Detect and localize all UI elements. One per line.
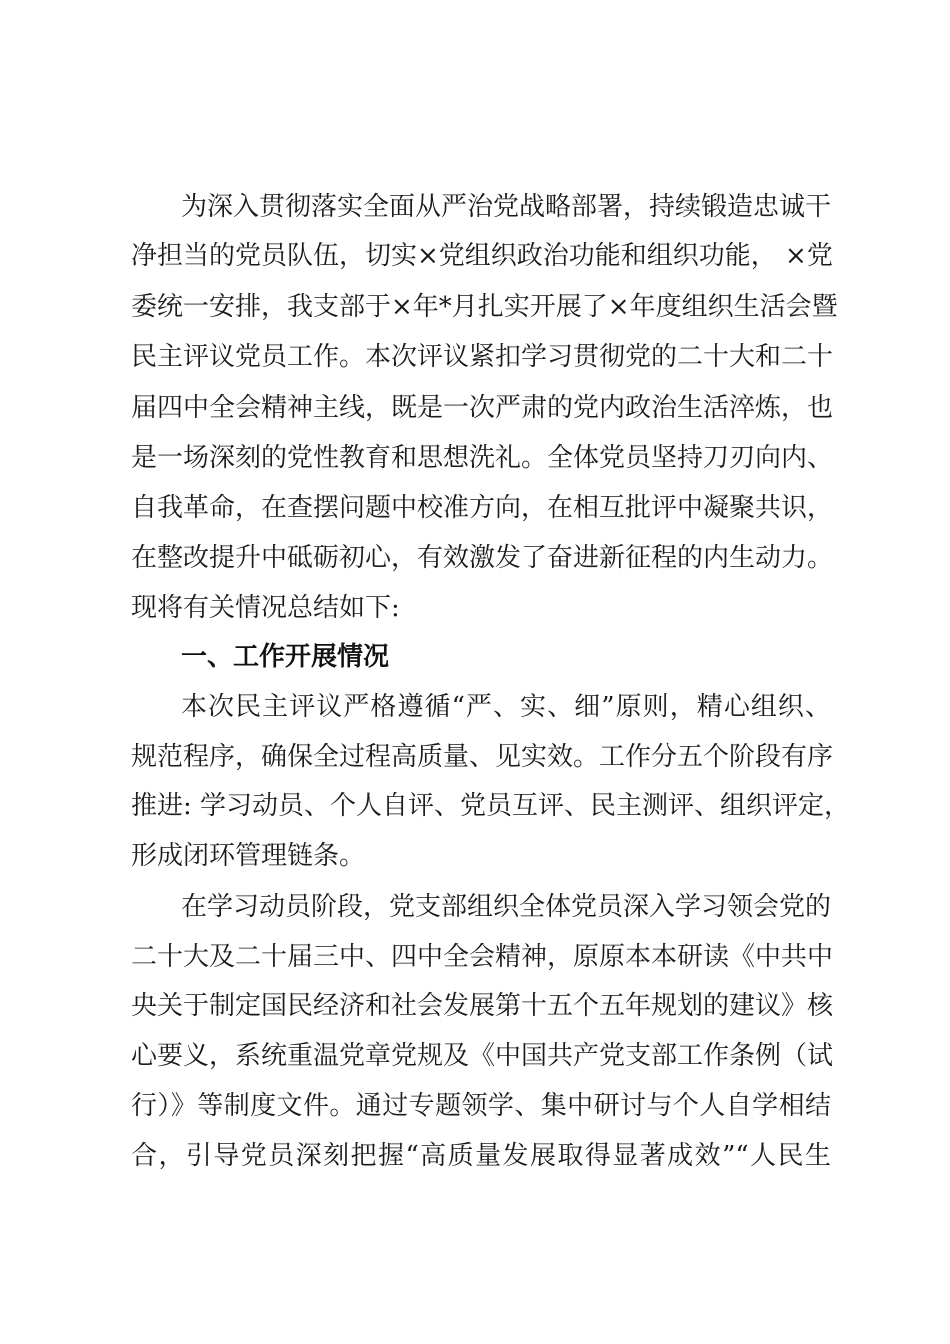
intro-line-9: 现将有关情况总结如下: <box>131 593 400 623</box>
para2-line-6: 合，引导党员深刻把握“高质量发展取得显著成效”“人民生 <box>131 1141 831 1171</box>
para1-line-4: 形成闭环管理链条。 <box>131 841 366 871</box>
intro-line-4: 民主评议党员工作。本次评议紧扣学习贯彻党的二十大和二十 <box>131 342 834 372</box>
para2-line-4: 心要义，系统重温党章党规及《中国共产党支部工作条例（试 <box>131 1041 834 1071</box>
para2-line-3: 央关于制定国民经济和社会发展第十五个五年规划的建议》核 <box>131 991 834 1021</box>
para2-line-5: 行）》等制度文件。通过专题领学、集中研讨与个人自学相结 <box>131 1091 831 1121</box>
intro-line-6: 是一场深刻的党性教育和思想洗礼。全体党员坚持刀刃向内、 <box>131 443 834 473</box>
intro-line-7: 自我革命，在查摆问题中校准方向，在相互批评中凝聚共识， <box>131 493 834 523</box>
section-heading: 一、工作开展情况 <box>181 642 390 672</box>
intro-line-3: 委统一安排，我支部于×年*月扎实开展了×年度组织生活会暨 <box>131 292 838 322</box>
para1-line-3: 推进: 学习动员、个人自评、党员互评、民主测评、组织评定， <box>131 791 851 821</box>
intro-line-8: 在整改提升中砥砺初心，有效激发了奋进新征程的内生动力。 <box>131 543 834 573</box>
intro-line-2: 净担当的党员队伍，切实×党组织政治功能和组织功能， ×党 <box>131 241 833 271</box>
intro-line-1: 为深入贯彻落实全面从严治党战略部署，持续锻造忠诚干 <box>181 192 832 222</box>
para1-line-1: 本次民主评议严格遵循“严、实、细”原则，精心组织、 <box>181 692 831 722</box>
para2-line-2: 二十大及二十届三中、四中全会精神，原原本本研读《中共中 <box>131 942 834 972</box>
intro-line-5: 届四中全会精神主线，既是一次严肃的党内政治生活淬炼，也 <box>131 393 834 423</box>
para1-line-2: 规范程序，确保全过程高质量、见实效。工作分五个阶段有序 <box>131 742 834 772</box>
para2-line-1: 在学习动员阶段，党支部组织全体党员深入学习领会党的 <box>181 892 832 922</box>
